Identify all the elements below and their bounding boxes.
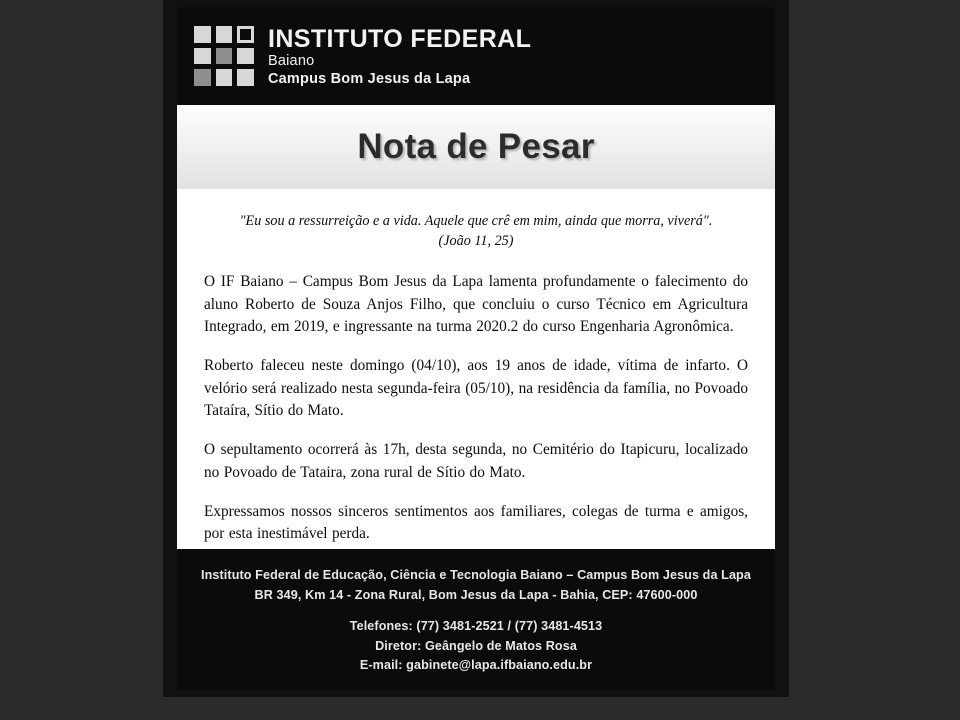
title-band [177, 105, 775, 189]
institution-title: INSTITUTO FEDERAL [268, 25, 532, 54]
footer-spacer [177, 605, 775, 617]
document-sheet [177, 105, 775, 549]
paragraph-3: O sepultamento ocorrerá às 17h, desta segunda, no Cemitério do Itapicuru, localizado no Povoado de Tataira, zona rural de Sítio do Mato. [204, 441, 748, 481]
footer-director: Diretor: Geângelo de Matos Rosa [375, 638, 577, 653]
verse-quote: "Eu sou a ressurreição e a vida. Aquele que crê em mim, ainda que morra, viverá". [239, 213, 713, 229]
verse-reference: (João 11, 25) [438, 233, 514, 250]
footer-email: E-mail: gabinete@lapa.ifbaiano.edu.br [359, 658, 593, 673]
page-title: Nota de Pesar [357, 126, 595, 166]
instituto-federal-grid-logo-icon [194, 26, 254, 86]
institution-campus: Campus Bom Jesus da Lapa [268, 70, 471, 87]
paragraph-1: O IF Baiano – Campus Bom Jesus da Lapa lamenta profundamente o falecimento do aluno Roberto de Souza Anjos Filho, que concluiu o curso Técnico em Agricultura Integrado, em 2019, e ingressante na turma 2020.2 do curso Engenharia Agronômica. [204, 273, 748, 335]
scripture-verse [204, 211, 748, 251]
obituary-poster [163, 0, 789, 697]
poster-footer [177, 549, 775, 690]
footer-address: BR 349, Km 14 - Zona Rural, Bom Jesus da Lapa - Bahia, CEP: 47600-000 [254, 587, 698, 602]
footer-institution: Instituto Federal de Educação, Ciência e Tecnologia Baiano – Campus Bom Jesus da Lapa [201, 568, 751, 582]
document-body [177, 189, 775, 546]
poster-header [177, 7, 775, 105]
institution-subtitle: Baiano [268, 53, 315, 70]
paragraph-4: Expressamos nossos sinceros sentimentos aos familiares, colegas de turma e amigos, por esta inestimável perda. [204, 502, 748, 543]
paragraph-2: Roberto faleceu neste domingo (04/10), aos 19 anos de idade, vítima de infarto. O velório será realizado nesta segunda-feira (05/10), na residência da família, no Povoado Tataíra, Sítio do Mato. [204, 357, 748, 419]
institution-identity [268, 25, 531, 86]
footer-phones: Telefones: (77) 3481-2521 / (77) 3481-4513 [349, 619, 603, 634]
